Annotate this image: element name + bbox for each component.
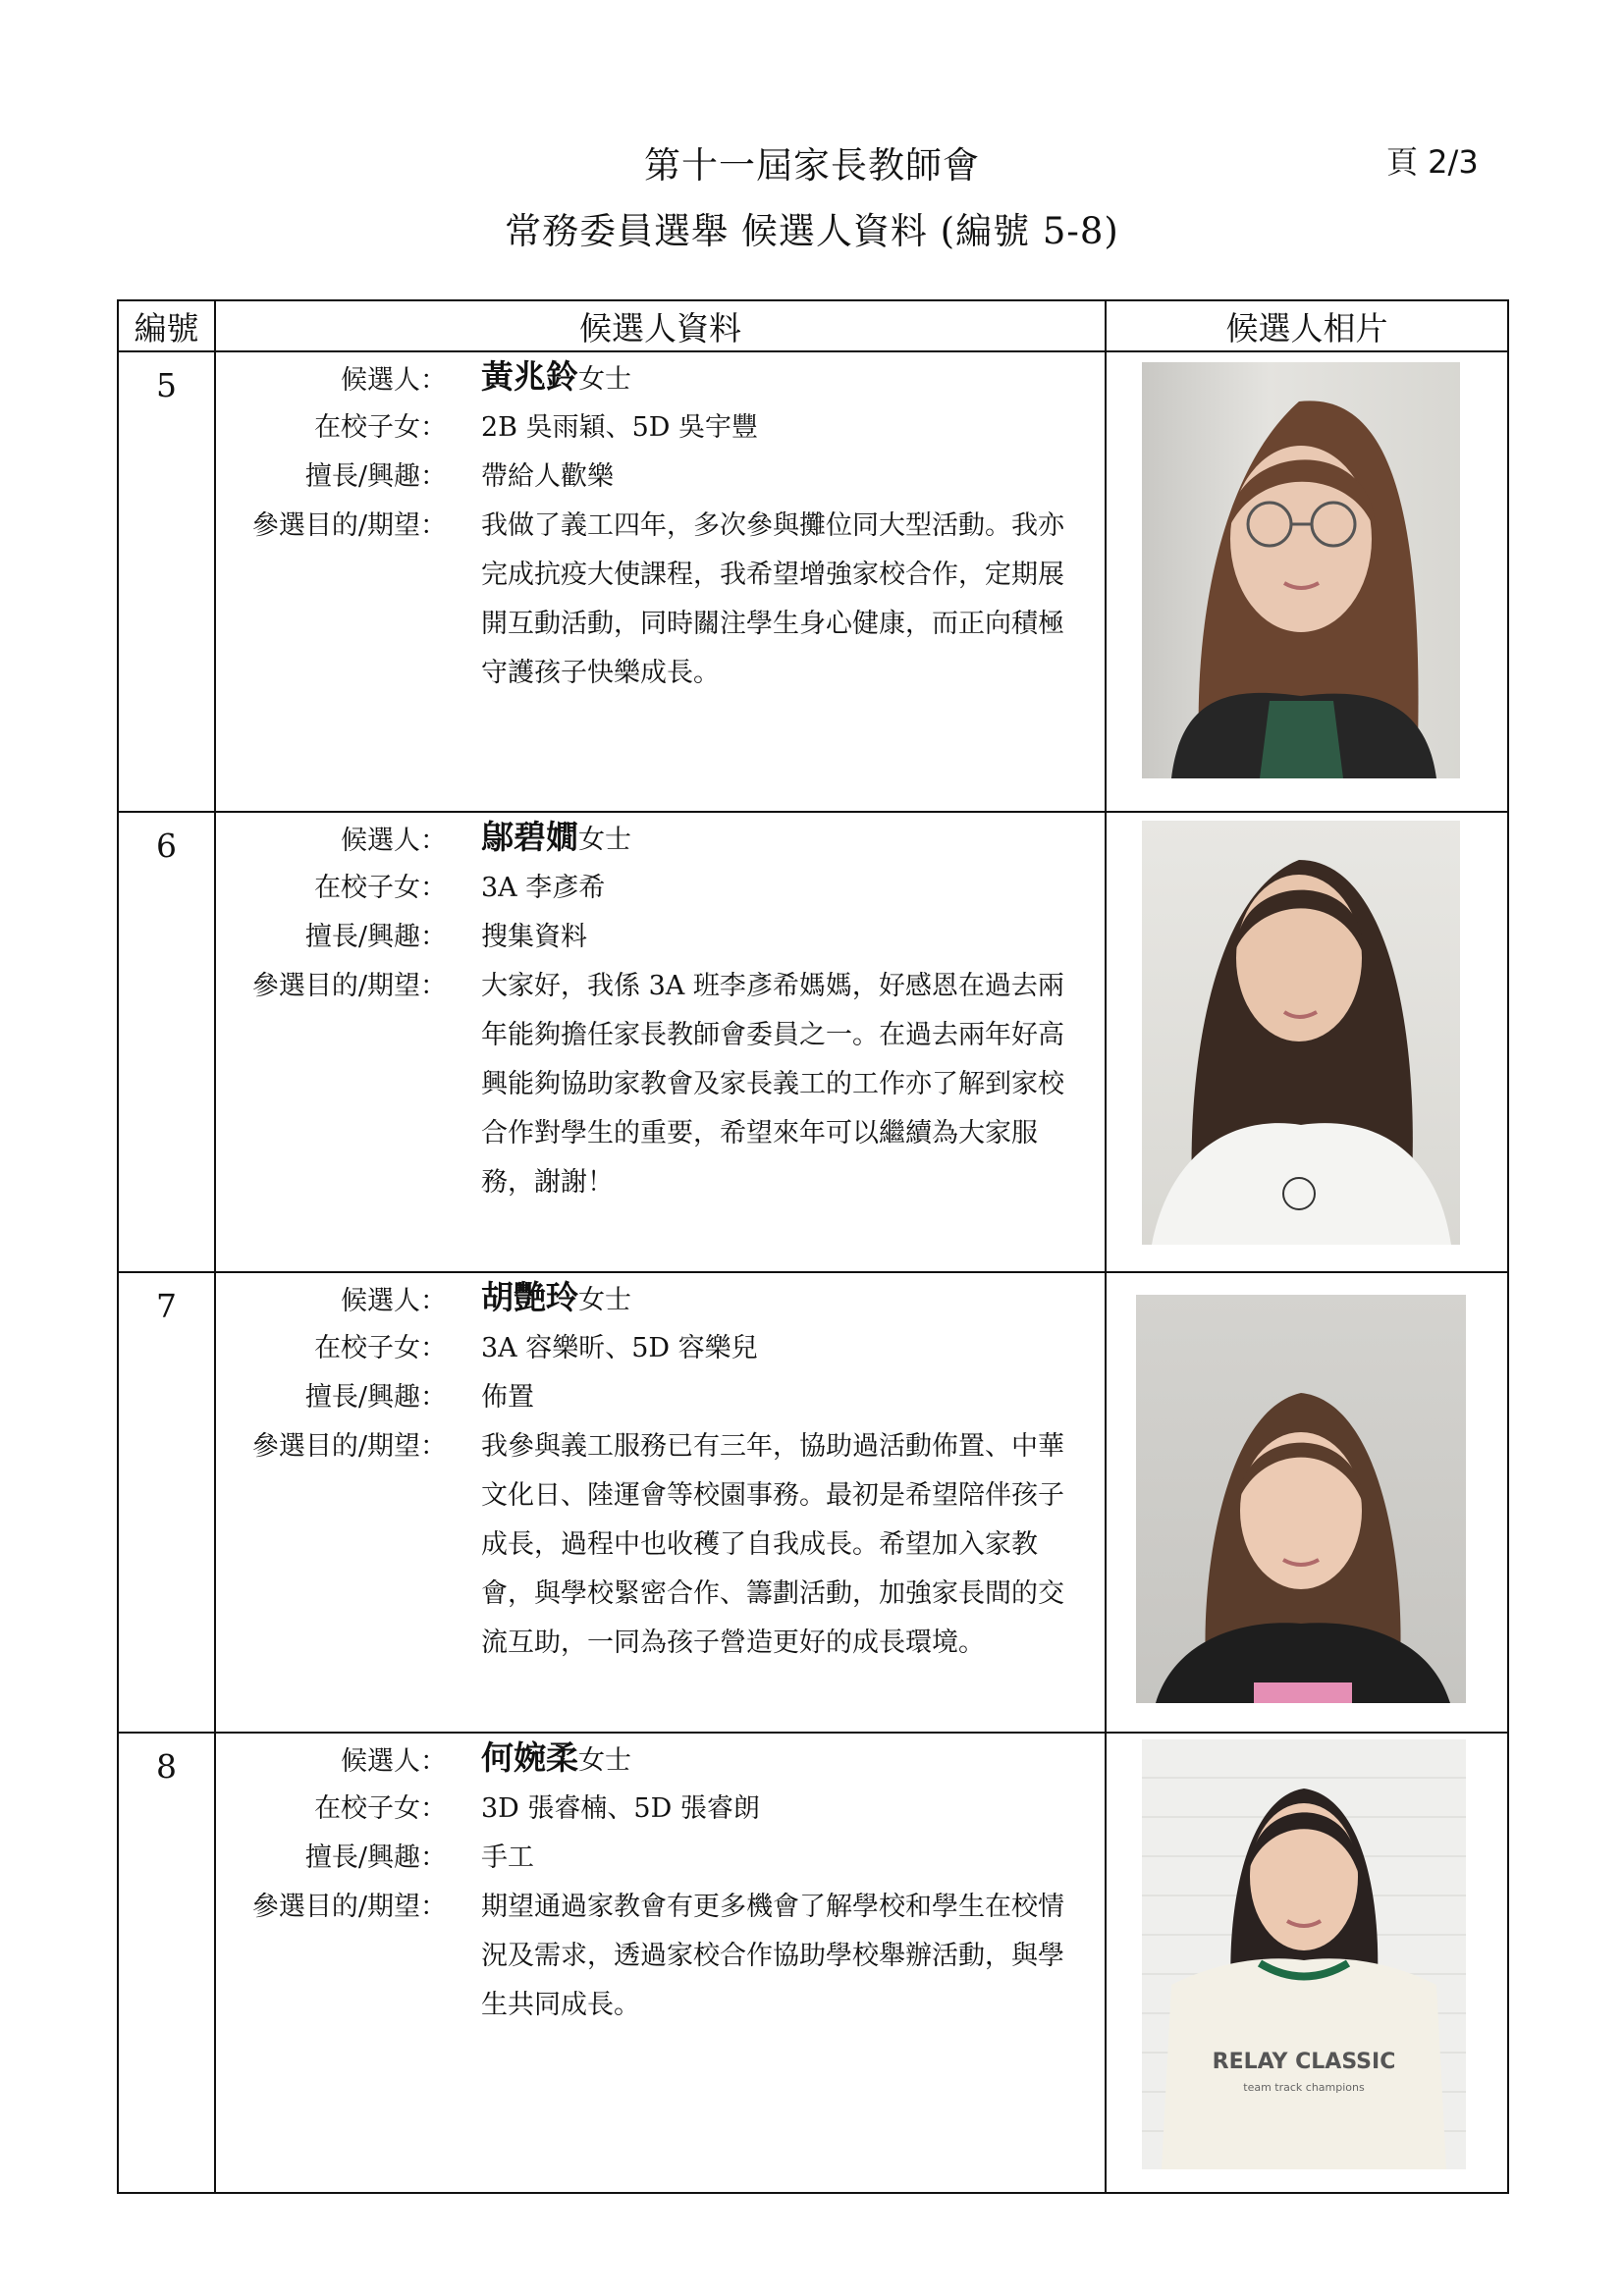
label-purpose: 參選目的/期望： <box>251 1431 447 1462</box>
candidate-title: 女士 <box>578 1285 631 1315</box>
label-candidate: 候選人： <box>341 1746 447 1777</box>
label-interests: 擅長/興趣： <box>304 922 447 952</box>
header-info: 候選人資料 <box>215 300 1106 351</box>
candidate-info <box>215 1272 1106 1733</box>
candidate-children: 3A 容樂昕、5D 容樂兒 <box>481 1333 758 1363</box>
label-children: 在校子女： <box>314 873 447 903</box>
candidate-number: 6 <box>118 812 215 1272</box>
label-candidate: 候選人： <box>341 1286 447 1316</box>
candidate-children: 2B 吳雨穎、5D 吳宇豐 <box>481 412 759 443</box>
candidate-photo <box>1142 821 1460 1245</box>
candidate-interests: 佈置 <box>481 1382 534 1413</box>
candidate-title: 女士 <box>578 825 631 855</box>
page-number: 頁 2/3 <box>1386 143 1479 181</box>
candidate-children: 3D 張睿楠、5D 張睿朗 <box>481 1793 760 1824</box>
document-title: 第十一屆家長教師會 <box>644 144 980 187</box>
table-row <box>118 351 1508 812</box>
candidate-photo-cell <box>1106 351 1508 812</box>
candidate-purpose: 期望通過家教會有更多機會了解學校和學生在校情 況及需求，透過家校合作協助學校舉辦活動，與學 生共同成長。 <box>481 1892 1064 2020</box>
candidate-number: 8 <box>118 1733 215 2193</box>
candidate-photo-cell <box>1106 812 1508 1272</box>
candidate-number: 5 <box>118 351 215 812</box>
label-purpose: 參選目的/期望： <box>251 971 447 1001</box>
candidate-name-line <box>481 352 631 404</box>
label-interests: 擅長/興趣： <box>304 1382 447 1413</box>
document-subtitle: 常務委員選舉 候選人資料 (編號 5-8) <box>505 210 1119 252</box>
label-purpose: 參選目的/期望： <box>251 1892 447 1922</box>
header-photo: 候選人相片 <box>1106 300 1508 351</box>
candidate-name: 鄔碧嫺 <box>481 818 578 856</box>
header-number: 編號 <box>118 300 215 351</box>
candidate-interests: 帶給人歡樂 <box>481 461 614 492</box>
table-row <box>118 1733 1508 2193</box>
candidate-name-line <box>481 1734 631 1786</box>
candidate-title: 女士 <box>578 1745 631 1776</box>
table-row <box>118 812 1508 1272</box>
candidate-info <box>215 351 1106 812</box>
label-children: 在校子女： <box>314 412 447 443</box>
candidate-purpose: 我參與義工服務已有三年，協助過活動佈置、中華 文化日、陸運會等校園事務。最初是希望陪伴孩子 成長，過程中也收穫了自我成長。希望加入家教 會，與學校緊密合作、籌劃活動，加強家長間的交 流互助，一同為孩子營造更好的成長環境。 <box>481 1431 1064 1658</box>
shirt-print-subtext: team track champions <box>1243 2081 1365 2094</box>
candidate-photo-cell <box>1106 1272 1508 1733</box>
candidate-interests: 手工 <box>481 1842 534 1873</box>
label-interests: 擅長/興趣： <box>304 1842 447 1873</box>
candidate-children: 3A 李彥希 <box>481 873 606 903</box>
candidate-interests: 搜集資料 <box>481 922 587 952</box>
candidate-name-line <box>481 1273 631 1325</box>
candidate-name: 胡艷玲 <box>481 1278 578 1316</box>
candidate-info <box>215 812 1106 1272</box>
candidate-photo <box>1142 362 1460 778</box>
label-candidate: 候選人： <box>341 826 447 856</box>
label-children: 在校子女： <box>314 1333 447 1363</box>
candidate-photo <box>1136 1295 1466 1703</box>
label-children: 在校子女： <box>314 1793 447 1824</box>
candidate-title: 女士 <box>578 364 631 395</box>
label-purpose: 參選目的/期望： <box>251 510 447 541</box>
candidate-purpose: 大家好，我係 3A 班李彥希媽媽，好感恩在過去兩 年能夠擔任家長教師會委員之一。在過去兩年好高 興能夠協助家教會及家長義工的工作亦了解到家校 合作對學生的重要，希望來年可以繼續為大家服 務，謝謝！ <box>481 971 1064 1198</box>
candidate-table <box>117 299 1509 2194</box>
candidate-name-line <box>481 813 631 865</box>
candidate-photo <box>1142 1739 1466 2169</box>
candidate-number: 7 <box>118 1272 215 1733</box>
candidate-name: 何婉柔 <box>481 1738 578 1777</box>
table-header-row <box>118 300 1508 351</box>
candidate-name: 黃兆鈴 <box>481 357 578 396</box>
candidate-photo-cell <box>1106 1733 1508 2193</box>
shirt-print-text: RELAY CLASSIC <box>1212 2050 1396 2074</box>
candidate-info <box>215 1733 1106 2193</box>
label-interests: 擅長/興趣： <box>304 461 447 492</box>
table-row <box>118 1272 1508 1733</box>
candidate-purpose: 我做了義工四年，多次參與攤位同大型活動。我亦 完成抗疫大使課程，我希望增強家校合作，定期展 開互動活動，同時關注學生身心健康，而正向積極 守護孩子快樂成長。 <box>481 510 1064 688</box>
label-candidate: 候選人： <box>341 365 447 396</box>
